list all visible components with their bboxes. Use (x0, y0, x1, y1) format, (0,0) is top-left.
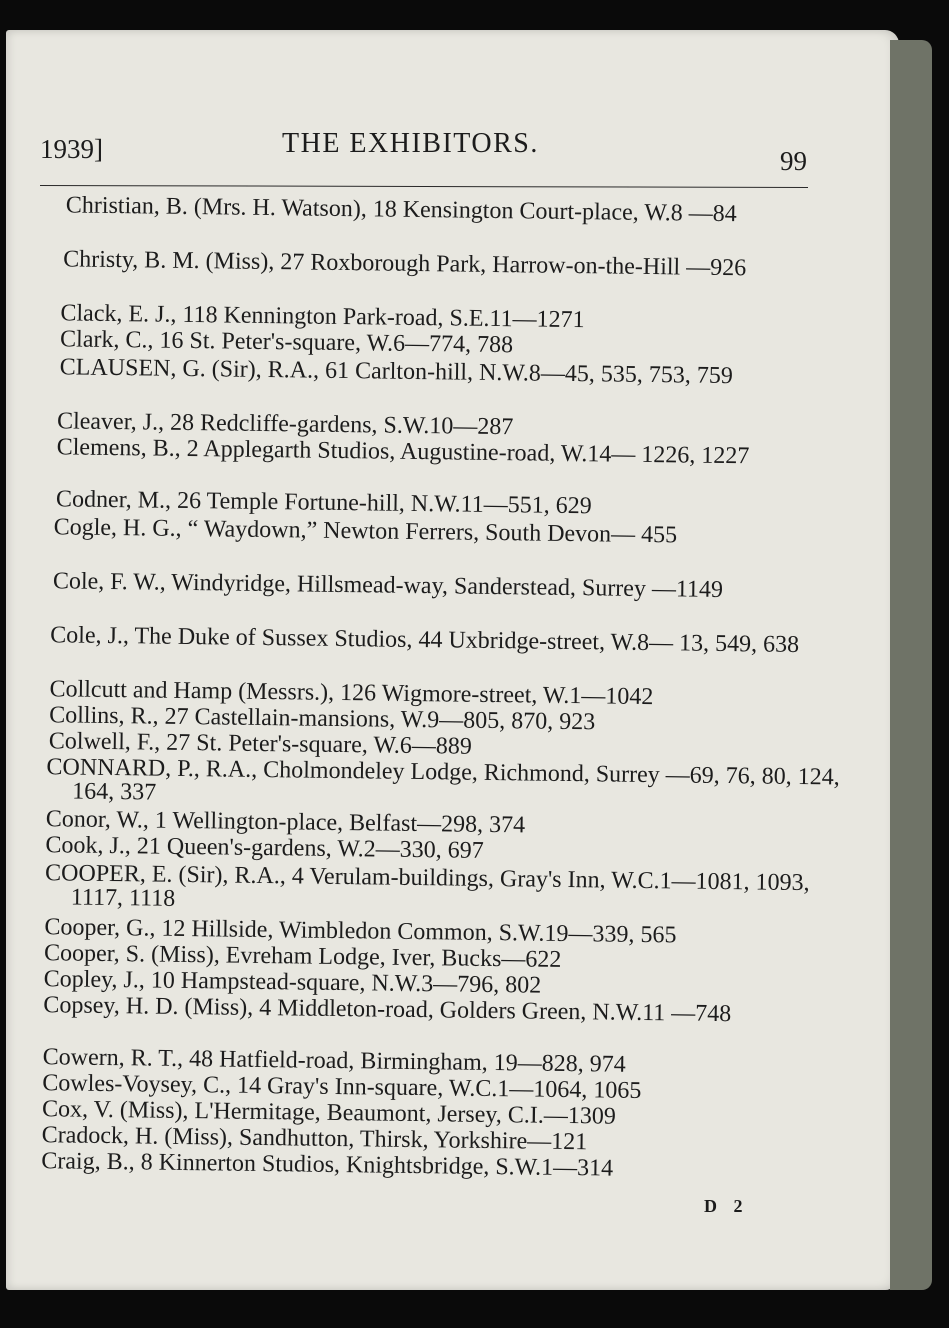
exhibitor-entry: Cooper, S. (Miss), Evreham Lodge, Iver, Bucks—622 (43, 940, 562, 973)
exhibitor-entry: Collcutt and Hamp (Messrs.), 126 Wigmore-street, W.1—1042 (49, 676, 654, 711)
running-head-title: THE EXHIBITORS. (282, 128, 539, 159)
exhibitor-entry: Conor, W., 1 Wellington-place, Belfast—298, 374 (45, 806, 526, 839)
exhibitor-entry: Cogle, H. G., “ Waydown,” Newton Ferrers, South Devon— 455 (53, 514, 678, 549)
exhibitor-entry: Cradock, H. (Miss), Sandhutton, Thirsk, Yorkshire—121 (41, 1122, 588, 1156)
exhibitor-entry: Christy, B. M. (Miss), 27 Roxborough Park, Harrow-on-the-Hill —926 (62, 246, 747, 282)
signature-mark: D 2 (704, 1196, 749, 1216)
exhibitor-entry: Clemens, B., 2 Applegarth Studios, Augustine-road, W.14— 1226, 1227 (56, 434, 750, 470)
exhibitor-entry: Cooper, G., 12 Hillside, Wimbledon Common, S.W.19—339, 565 (44, 914, 677, 949)
running-head-year: 1939] (40, 134, 103, 164)
exhibitor-entry: Cox, V. (Miss), L'Hermitage, Beaumont, Jersey, C.I.—1309 (41, 1096, 616, 1130)
exhibitor-entry: Copsey, H. D. (Miss), 4 Middleton-road, Golders Green, N.W.11 —748 (43, 992, 732, 1028)
exhibitor-entry: Cleaver, J., 28 Redcliffe-gardens, S.W.10—287 (56, 408, 514, 441)
exhibitor-entry: Codner, M., 26 Temple Fortune-hill, N.W.11—551, 629 (55, 486, 592, 520)
book-spine-edge (890, 40, 932, 1290)
exhibitor-entry: Christian, B. (Mrs. H. Watson), 18 Kensington Court-place, W.8 —84 (65, 192, 737, 228)
exhibitor-entry: Colwell, F., 27 St. Peter's-square, W.6—889 (48, 728, 473, 760)
exhibitor-entry: CLAUSEN, G. (Sir), R.A., 61 Carlton-hill, N.W.8—45, 535, 753, 759 (59, 354, 733, 390)
exhibitor-entry: CONNARD, P., R.A., Cholmondeley Lodge, Richmond, Surrey —69, 76, 80, 124, 164, 337 (46, 754, 840, 806)
exhibitor-entry: COOPER, E. (Sir), R.A., 4 Verulam-buildings, Gray's Inn, W.C.1—1081, 1093, 1117, 1118 (44, 860, 810, 912)
page-number: 99 (780, 146, 807, 176)
exhibitor-entry: Cowles-Voysey, C., 14 Gray's Inn-square, W.C.1—1064, 1065 (42, 1070, 642, 1104)
exhibitor-entry: Clack, E. J., 118 Kennington Park-road, S.E.11—1271 (60, 300, 585, 334)
exhibitor-entry: Cole, F. W., Windyridge, Hillsmead-way, Sanderstead, Surrey —1149 (52, 568, 724, 603)
exhibitor-entry: Collins, R., 27 Castellain-mansions, W.9—805, 870, 923 (49, 702, 596, 736)
exhibitor-entry: Cook, J., 21 Queen's-gardens, W.2—330, 697 (45, 832, 484, 864)
exhibitor-entry: Cowern, R. T., 48 Hatfield-road, Birmingham, 19—828, 974 (42, 1044, 626, 1078)
exhibitor-entry: Clark, C., 16 St. Peter's-square, W.6—774, 788 (59, 326, 514, 359)
exhibitor-entry: Cole, J., The Duke of Sussex Studios, 44 Uxbridge-street, W.8— 13, 549, 638 (50, 622, 800, 658)
exhibitor-entry: Craig, B., 8 Kinnerton Studios, Knightsbridge, S.W.1—314 (41, 1148, 614, 1182)
exhibitor-entry: Copley, J., 10 Hampstead-square, N.W.3—796, 802 (43, 966, 542, 999)
